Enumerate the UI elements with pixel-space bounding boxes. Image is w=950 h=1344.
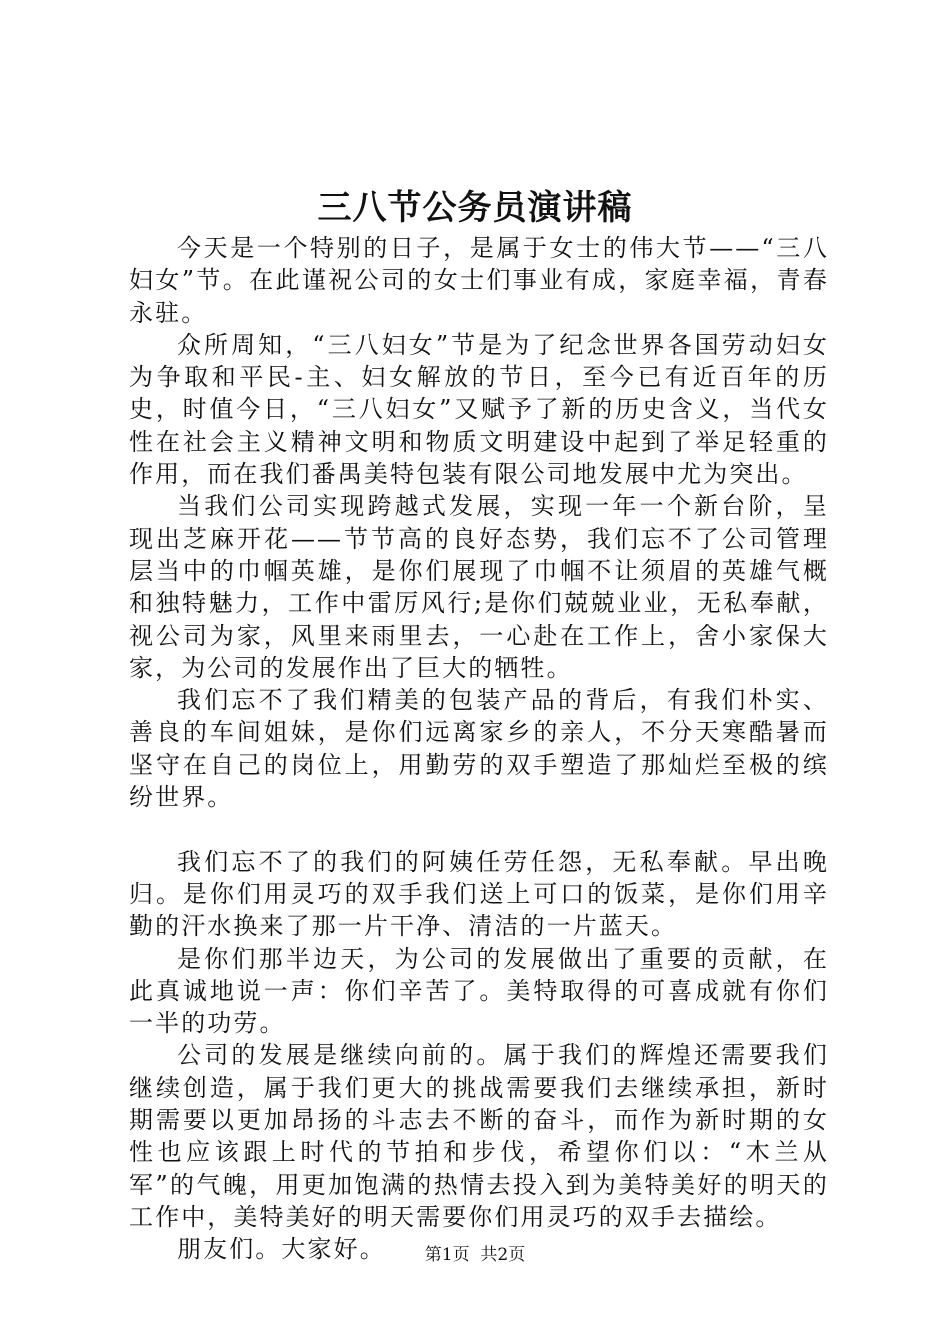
paragraph-8: 朋友们。大家好。 bbox=[177, 1235, 386, 1264]
document-title: 三八节公务员演讲稿 bbox=[317, 188, 633, 228]
paragraph-7: 公司的发展是继续向前的。属于我们的辉煌还需要我们继续创造，属于我们更大的挑战需要我们去继续承担，新时期需要以更加昂扬的斗志去不断的奋斗，而作为新时期的女性也应该跟上时代的节拍和步伐，希望你们以：“木兰从军”的气魄，用更加饱满的热情去投入到为美特美好的明天的工作中，美特美好的明天需要你们用灵巧的双手去描绘。 bbox=[129, 1041, 829, 1231]
page-number: 第1页 bbox=[424, 1245, 470, 1265]
paragraph-6: 是你们那半边天，为公司的发展做出了重要的贡献，在此真诚地说一声：你们辛苦了。美特取得的可喜成就有你们一半的功劳。 bbox=[129, 944, 829, 1038]
paragraph-gap bbox=[129, 813, 829, 845]
paragraph-1: 今天是一个特别的日子，是属于女士的伟大节——“三八妇女”节。在此谨祝公司的女士们事业有成，家庭幸福，青春永驻。 bbox=[129, 234, 829, 327]
paragraph-5: 我们忘不了的我们的阿姨任劳任怨，无私奉献。早出晚归。是你们用灵巧的双手我们送上可口的饭菜，是你们用辛勤的汗水换来了那一片干净、清洁的一片蓝天。 bbox=[129, 847, 829, 941]
paragraph-4: 我们忘不了我们精美的包装产品的背后，有我们朴实、善良的车间姐妹，是你们远离家乡的亲人，不分天寒酷暑而坚守在自己的岗位上，用勤劳的双手塑造了那灿烂至极的缤纷世界。 bbox=[129, 686, 829, 812]
paragraph-3: 当我们公司实现跨越式发展，实现一年一个新台阶，呈现出芝麻开花——节节高的良好态势，我们忘不了公司管理层当中的巾帼英雄，是你们展现了巾帼不让须眉的英雄气概和独特魅力，工作中雷厉风行;是你们兢兢业业，无私奉献，视公司为家，风里来雨里去，一心赴在工作上，舍小家保大家，为公司的发展作出了巨大的牺牲。 bbox=[129, 492, 829, 682]
page-footer bbox=[0, 1243, 950, 1267]
document-body bbox=[129, 232, 829, 1266]
paragraph-2: 众所周知，“三八妇女”节是为了纪念世界各国劳动妇女为争取和平民-主、妇女解放的节日，至今已有近百年的历史，时值今日，“三八妇女”又赋予了新的历史含义，当代女性在社会主义精神文明和物质文明建设中起到了举足轻重的作用，而在我们番禺美特包装有限公司地发展中尤为突出。 bbox=[129, 330, 829, 489]
page-total: 共2页 bbox=[480, 1245, 526, 1265]
